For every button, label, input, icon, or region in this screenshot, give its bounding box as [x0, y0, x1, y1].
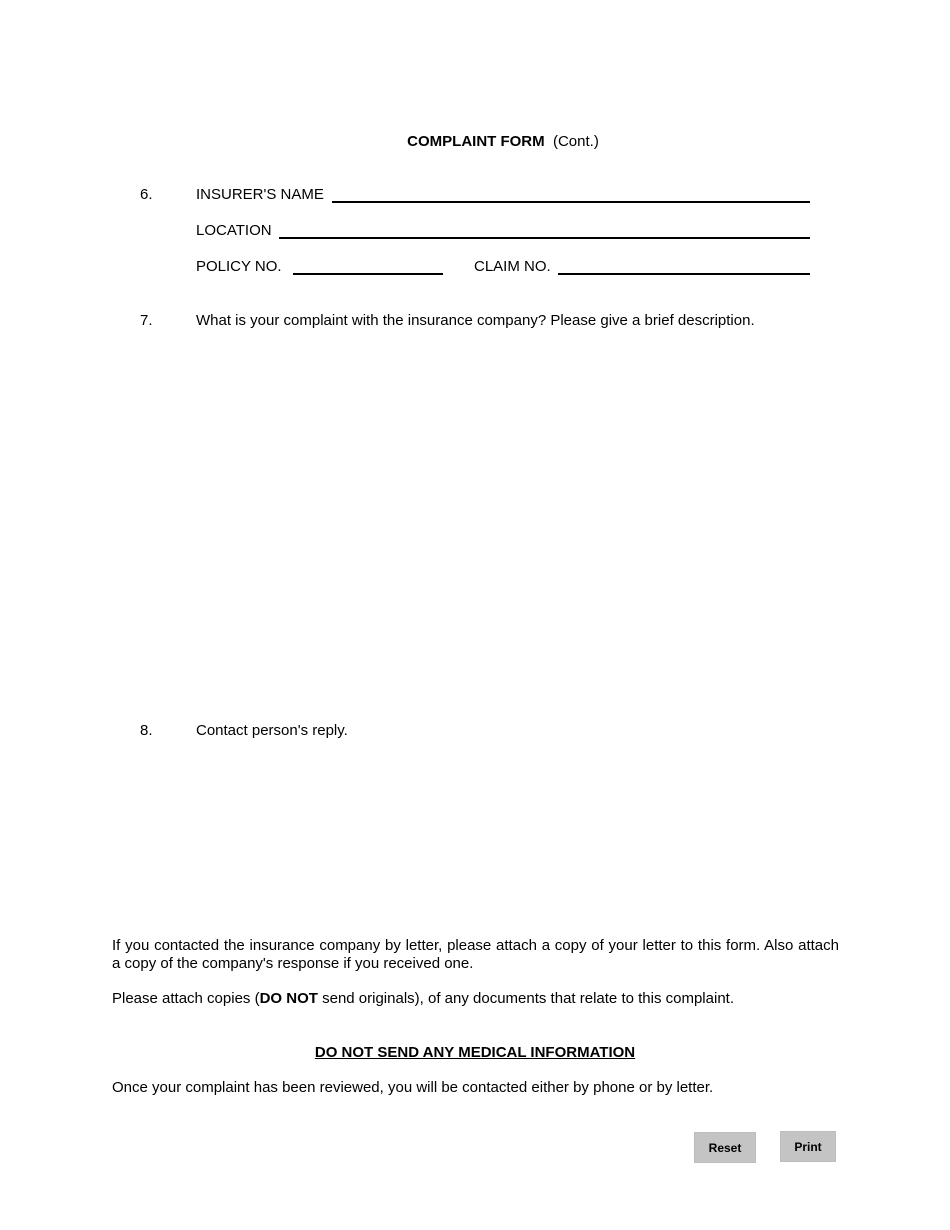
section-6-number: 6. [140, 186, 153, 203]
contact-reply-question: Contact person's reply. [196, 722, 348, 739]
insurer-name-label: INSURER'S NAME [196, 186, 324, 203]
letter-instructions: If you contacted the insurance company by letter, please attach a copy of your letter to this form. Also attach a copy of the company's response if you received one. [112, 937, 839, 972]
complaint-description-field[interactable] [196, 340, 810, 700]
attach-suffix: send originals), of any documents that relate to this complaint. [317, 990, 734, 1007]
title-suffix: (Cont.) [552, 133, 599, 150]
contact-reply-field[interactable] [196, 750, 810, 920]
location-field[interactable] [279, 237, 810, 239]
section-8-number: 8. [140, 722, 153, 739]
print-button[interactable]: Print [780, 1131, 836, 1162]
policy-number-label: POLICY NO. [196, 258, 282, 275]
claim-number-label: CLAIM NO. [474, 258, 551, 275]
attach-instructions [112, 990, 839, 1008]
attach-prefix: Please attach copies ( [112, 990, 260, 1007]
complaint-question: What is your complaint with the insurance company? Please give a brief description. [196, 312, 755, 329]
location-label: LOCATION [196, 222, 272, 239]
insurer-name-field[interactable] [332, 201, 810, 203]
policy-number-field[interactable] [293, 273, 443, 275]
title-main: COMPLAINT FORM [407, 133, 545, 150]
reset-button[interactable]: Reset [694, 1132, 756, 1163]
page-title [0, 133, 950, 151]
claim-number-field[interactable] [558, 273, 810, 275]
contact-note: Once your complaint has been reviewed, you will be contacted either by phone or by letter. [112, 1079, 714, 1096]
section-7-number: 7. [140, 312, 153, 329]
medical-warning: DO NOT SEND ANY MEDICAL INFORMATION [314, 1044, 636, 1061]
attach-do-not: DO NOT [259, 990, 318, 1007]
